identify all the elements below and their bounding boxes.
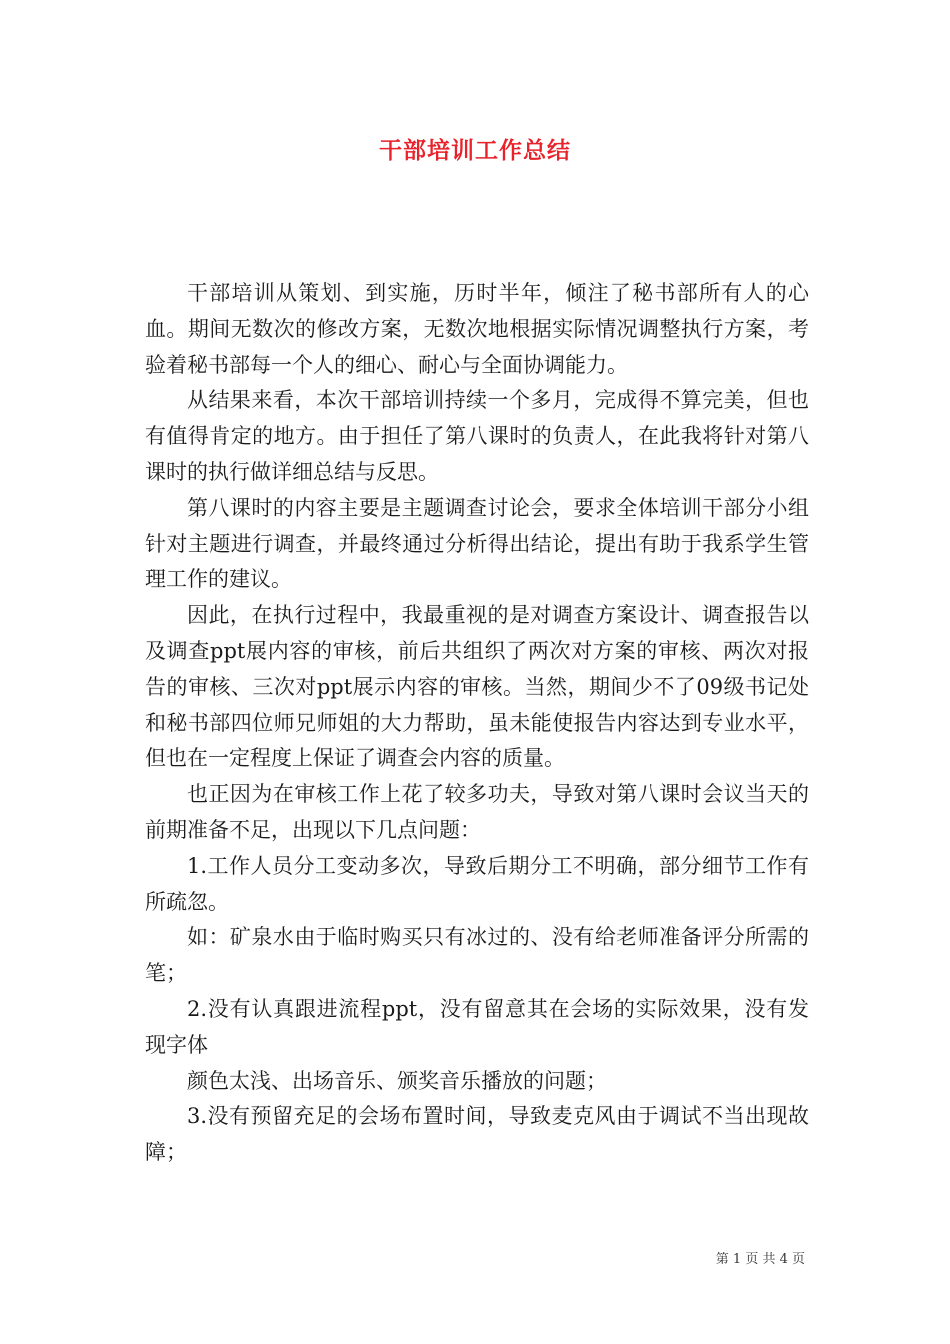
- page-number-footer: 第 1 页 共 4 页: [715, 1252, 805, 1267]
- paragraph: 从结果来看，本次干部培训持续一个多月，完成得不算完美，但也有值得肯定的地方。由于担任了第八课时的负责人，在此我将针对第八课时的执行做详细总结与反思。: [145, 388, 809, 484]
- document-title: 干部培训工作总结: [379, 137, 571, 164]
- list-item: 3.没有预留充足的会场布置时间，导致麦克风由于调试不当出现故障；: [145, 1104, 809, 1165]
- paragraph: 干部培训从策划、到实施，历时半年，倾注了秘书部所有人的心血。期间无数次的修改方案，无数次地根据实际情况调整执行方案，考验着秘书部每一个人的细心、耐心与全面协调能力。: [145, 281, 809, 377]
- list-item: 1.工作人员分工变动多次，导致后期分工不明确，部分细节工作有所疏忽。: [145, 853, 809, 914]
- document-body: [145, 276, 809, 1171]
- paragraph: 颜色太浅、出场音乐、颁奖音乐播放的问题；: [187, 1068, 607, 1093]
- paragraph: 第八课时的内容主要是主题调查讨论会，要求全体培训干部分小组针对主题进行调查，并最终通过分析得出结论，提出有助于我系学生管理工作的建议。: [145, 495, 809, 592]
- paragraph: 也正因为在审核工作上花了较多功夫，导致对第八课时会议当天的前期准备不足，出现以下几点问题：: [145, 782, 809, 842]
- paragraph: 因此，在执行过程中，我最重视的是对调查方案设计、调查报告以及调查ppt展内容的审核，前后共组织了两次对方案的审核、两次对报告的审核、三次对ppt展示内容的审核。当然，期间少不了09级书记处和秘书部四位师兄师姐的大力帮助，虽未能使报告内容达到专业水平，但也在一定程度上保证了调查会内容的质量。: [145, 603, 809, 771]
- paragraph: 如：矿泉水由于临时购买只有冰过的、没有给老师准备评分所需的笔；: [145, 925, 809, 986]
- list-item: 2.没有认真跟进流程ppt，没有留意其在会场的实际效果，没有发现字体: [145, 996, 809, 1057]
